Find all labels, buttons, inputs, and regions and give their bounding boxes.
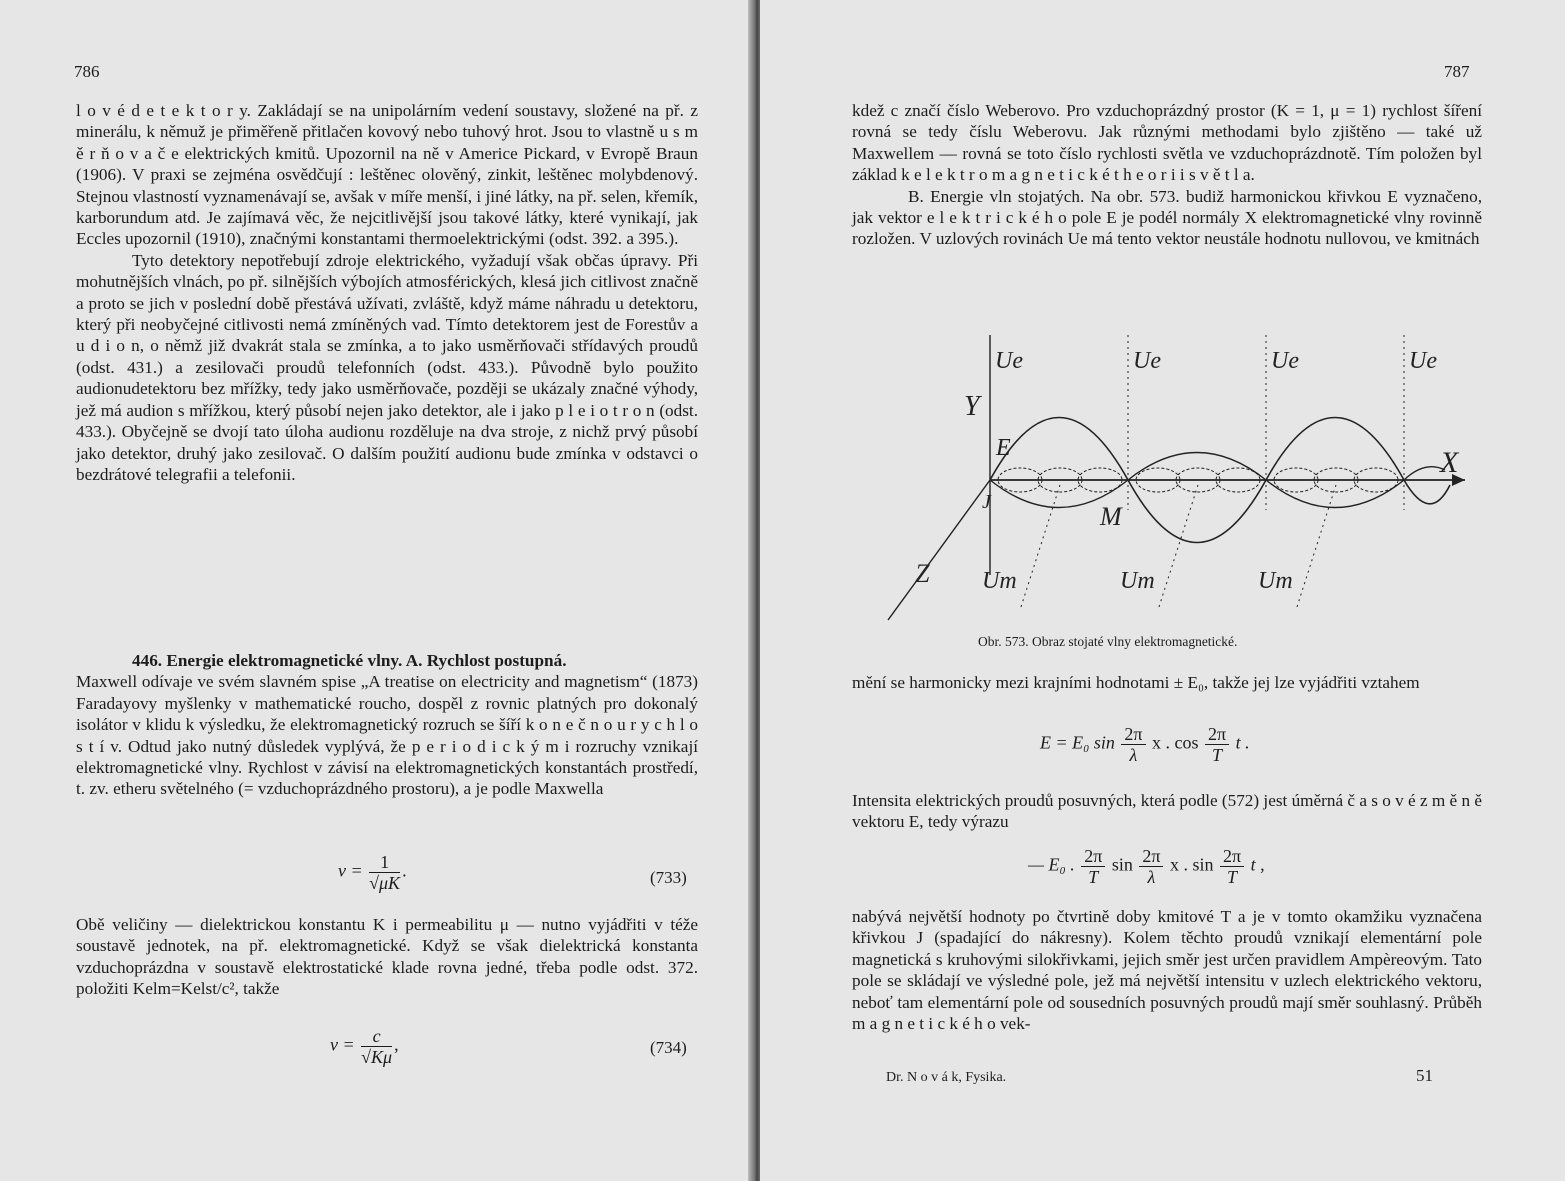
right-text-block-2 [852, 672, 1482, 693]
eq-c-f1-den: T [1088, 867, 1099, 887]
eq-e-frac-2 [1205, 724, 1229, 765]
eq-c-frac-2 [1139, 846, 1163, 887]
label-j: J [982, 491, 991, 513]
eq-c-frac-3 [1220, 846, 1244, 887]
eq734-numerator: c [361, 1026, 392, 1047]
left-paragraph-1: l o v é d e t e k t o r y. Zakládají se na unipolárním vedení soustavy, složené na př. z minerálu, k němuž je přiměřeně přitlačen kovový nebo tuhový hrot. Jsou to vlastně u s m ě r ň o v a č e elektrických kmitů. Upozornil na ně v Americe Pickard, v Evropě Braun (1906). V praxi se zejména osvědčují : leštěnec olověný, zinkit, leštěnec molybdenový. Stejnou vlastností vyznamenávají se, avšak v míře menší, i jiné látky, na př. selen, křemík, karborundum atd. Je zajímavá věc, že nejcitlivější jsou takové látky, které vynikají, jak Eccles upozornil (1910), značnými konstantami thermoelektrickými (odst. 392. a 395.). [76, 101, 698, 249]
left-page [0, 0, 752, 1181]
eq-c-f2-den: λ [1147, 867, 1156, 887]
right-text-block-1 [852, 100, 1482, 250]
right-paragraph-1: kdež c značí číslo Weberovo. Pro vzduchoprázdný prostor (K = 1, μ = 1) rychlost šíření rovná se tedy číslu Weberovu. Jak různými methodami bylo zjištěno — také už Maxwellem — rovná se toto číslo rychlosti světla ve vzduchoprázdnotě. Tím položen byl základ k e l e k t r o m a g n e t i c k é t h e o r i i s v ě t l a. [852, 101, 1482, 185]
label-z: Z [915, 559, 930, 588]
eq734-denominator: √Kμ [361, 1047, 393, 1067]
eq-e-lhs: E = E₀ sin [1040, 732, 1115, 753]
page-number-left: 786 [74, 62, 100, 81]
label-um-1: Um [982, 568, 1017, 594]
equation-734-number: (734) [650, 1038, 687, 1057]
eq-c-sin: sin [1111, 854, 1133, 875]
section-heading-446: 446. Energie elektromagnetické vlny. A. Rychlost postupná. [132, 651, 567, 670]
label-e: E [996, 435, 1011, 461]
eq733-fraction [369, 852, 400, 893]
label-um-3: Um [1258, 568, 1293, 594]
eq-e-f1-den: λ [1129, 745, 1138, 765]
right-paragraph-4: Intensita elektrických proudů posuvných, která podle (572) jest úměrná č a s o v é z m ě n ě vektoru E, tedy výrazu [852, 791, 1483, 832]
eq-c-f3-den: T [1227, 867, 1238, 887]
left-text-block-3 [76, 914, 698, 1000]
figure-caption: Obr. 573. Obraz stojaté vlny elektromagnetické. [978, 634, 1238, 649]
eq-c-f3-num: 2π [1220, 846, 1244, 867]
label-ue-2: Ue [1133, 348, 1161, 374]
eq733-denominator: √μK [369, 873, 401, 893]
eq733-lhs: v = [338, 860, 363, 881]
equation-current [1028, 846, 1265, 887]
eq-e-f1-num: 2π [1121, 724, 1145, 745]
label-ue-4: Ue [1409, 348, 1437, 374]
eq734-lhs: v = [330, 1034, 355, 1055]
left-text-block-2 [76, 650, 698, 800]
right-text-block-3 [852, 790, 1482, 833]
right-page [760, 0, 1565, 1181]
eq-e-tail: t . [1235, 732, 1250, 753]
left-paragraph-2: Tyto detektory nepotřebují zdroje elektrického, vyžadují však občas úpravy. Při mohutnějších vlnách, po př. silnějších výbojích atmosférických, klesá jich citlivost značně a proto se jich v poslední době přestává užívati, zvláště, když máme náhradu u detektoru, který při neobyčejné citlivosti nemá zmíněných vad. Tímto detektorem jest de Forestův a u d i o n, o němž již dvakrát stala se zmínka, a to jako usměrňovači střídavých proudů (odst. 431.) a zesilovači proudů telefonních (odst. 433.). Původně bylo použito audionudetektoru bez mřížky, tedy jako usměrňovače, později se ukázaly značné výhody, jež má audion s mřížkou, který působí nejen jako detektor, ale i jako p l e i o t r o n (odst. 433.). Obyčejně se dvojí tato úloha audionu rozděluje na dva stroje, z nichž prvý působí jako detektor, druhý jako zesilovač. O dalším použití audionu bude zmínka v odstavci o bezdrátové telegrafii a telefonii. [76, 250, 698, 484]
label-m: M [1100, 502, 1122, 531]
left-paragraph-3: Maxwell odívaje ve svém slavném spise „A treatise on electricity and magnetism“ (1873) Faradayovy myšlenky v mathematické roucho, dospěl z rovnic platných pro dokonalý isolátor v klidu k výsledku, že elektromagnetický rozruch se šíří k o n e č n o u r y c h l o s t í v. Odtud jako nutný důsledek vyplývá, že p e r i o d i c k ý m i rozruchy vznikají elektromagnetické vlny. Rychlost v závisí na elektromagnetických konstantách prostředí, t. zv. etheru světelného (= vzduchoprázdného prostoru), a je podle Maxwella [76, 672, 698, 799]
eq-e-frac-1 [1121, 724, 1145, 765]
right-paragraph-3: mění se harmonicky mezi krajními hodnotami ± E₀, takže jej lze vyjádřiti vztahem [852, 673, 1420, 692]
right-paragraph-5: nabývá největší hodnoty po čtvrtině doby kmitové T a je v tomto okamžiku vyznačena křivkou J (spadající do nákresny). Kolem těchto proudů vznikají elementární pole magnetická s kruhovými silokřivkami, jejich směr jest určen pravidlem Ampèreovým. Tato pole se skládají ve výsledné pole, jež má největší intensitu v uzlech elektrického vektoru, neboť tam elementární pole od sousedních posuvných proudů mají směr souhlasný. Průběh m a g n e t i c k é h o vek- [852, 907, 1482, 1034]
eq-c-frac-1 [1081, 846, 1105, 887]
eq-c-mid: x . sin [1169, 854, 1214, 875]
left-text-block-1 [76, 100, 698, 485]
eq-c-f1-num: 2π [1081, 846, 1105, 867]
standing-wave-figure [860, 320, 1500, 650]
eq-e-mid: x . cos [1152, 732, 1199, 753]
label-y: Y [964, 391, 980, 422]
equation-e [1040, 724, 1250, 765]
left-paragraph-4: Obě veličiny — dielektrickou konstantu K i permeabilitu μ — nutno vyjádřiti v téže soustavě jednotek, na př. elektromagnetické. Když se však dielektrická konstanta vzduchoprázdna v soustavě elektrostatické klade rovna jedné, třeba podle odst. 372. položiti Kelm=Kelst/c², takže [76, 915, 698, 999]
label-ue-1: Ue [995, 348, 1023, 374]
label-um-2: Um [1120, 568, 1155, 594]
eq733-numerator: 1 [369, 852, 400, 873]
footer-signature-number: 51 [1416, 1066, 1433, 1085]
eq-e-f2-den: T [1212, 745, 1223, 765]
label-ue-3: Ue [1271, 348, 1299, 374]
eq-c-f2-num: 2π [1139, 846, 1163, 867]
eq734-fraction [361, 1026, 392, 1067]
right-paragraph-2: B. Energie vln stojatých. Na obr. 573. budiž harmonickou křivkou E vyznačeno, jak vektor e l e k t r i c k é h o pole E je podél normály X elektromagnetické vlny rovinně rozložen. V uzlových rovinách Ue má tento vektor neustále hodnotu nullovou, ve kmitnách [852, 186, 1482, 249]
equation-733: v = $\frac{1}{√\mu K}$ . [338, 852, 407, 893]
eq-c-tail: t , [1250, 854, 1265, 875]
equation-733-number: (733) [650, 868, 687, 887]
page-number-right: 787 [1444, 62, 1470, 81]
z-axis [888, 480, 990, 620]
eq-c-lhs: — E₀ . [1028, 854, 1075, 875]
eq-e-f2-num: 2π [1205, 724, 1229, 745]
right-text-block-4 [852, 906, 1482, 1034]
equation-734: v = $\frac{c}{√K\mu}$ , [330, 1026, 399, 1067]
label-x: X [1440, 446, 1459, 479]
footer-author: Dr. N o v á k, Fysika. [886, 1070, 1007, 1085]
